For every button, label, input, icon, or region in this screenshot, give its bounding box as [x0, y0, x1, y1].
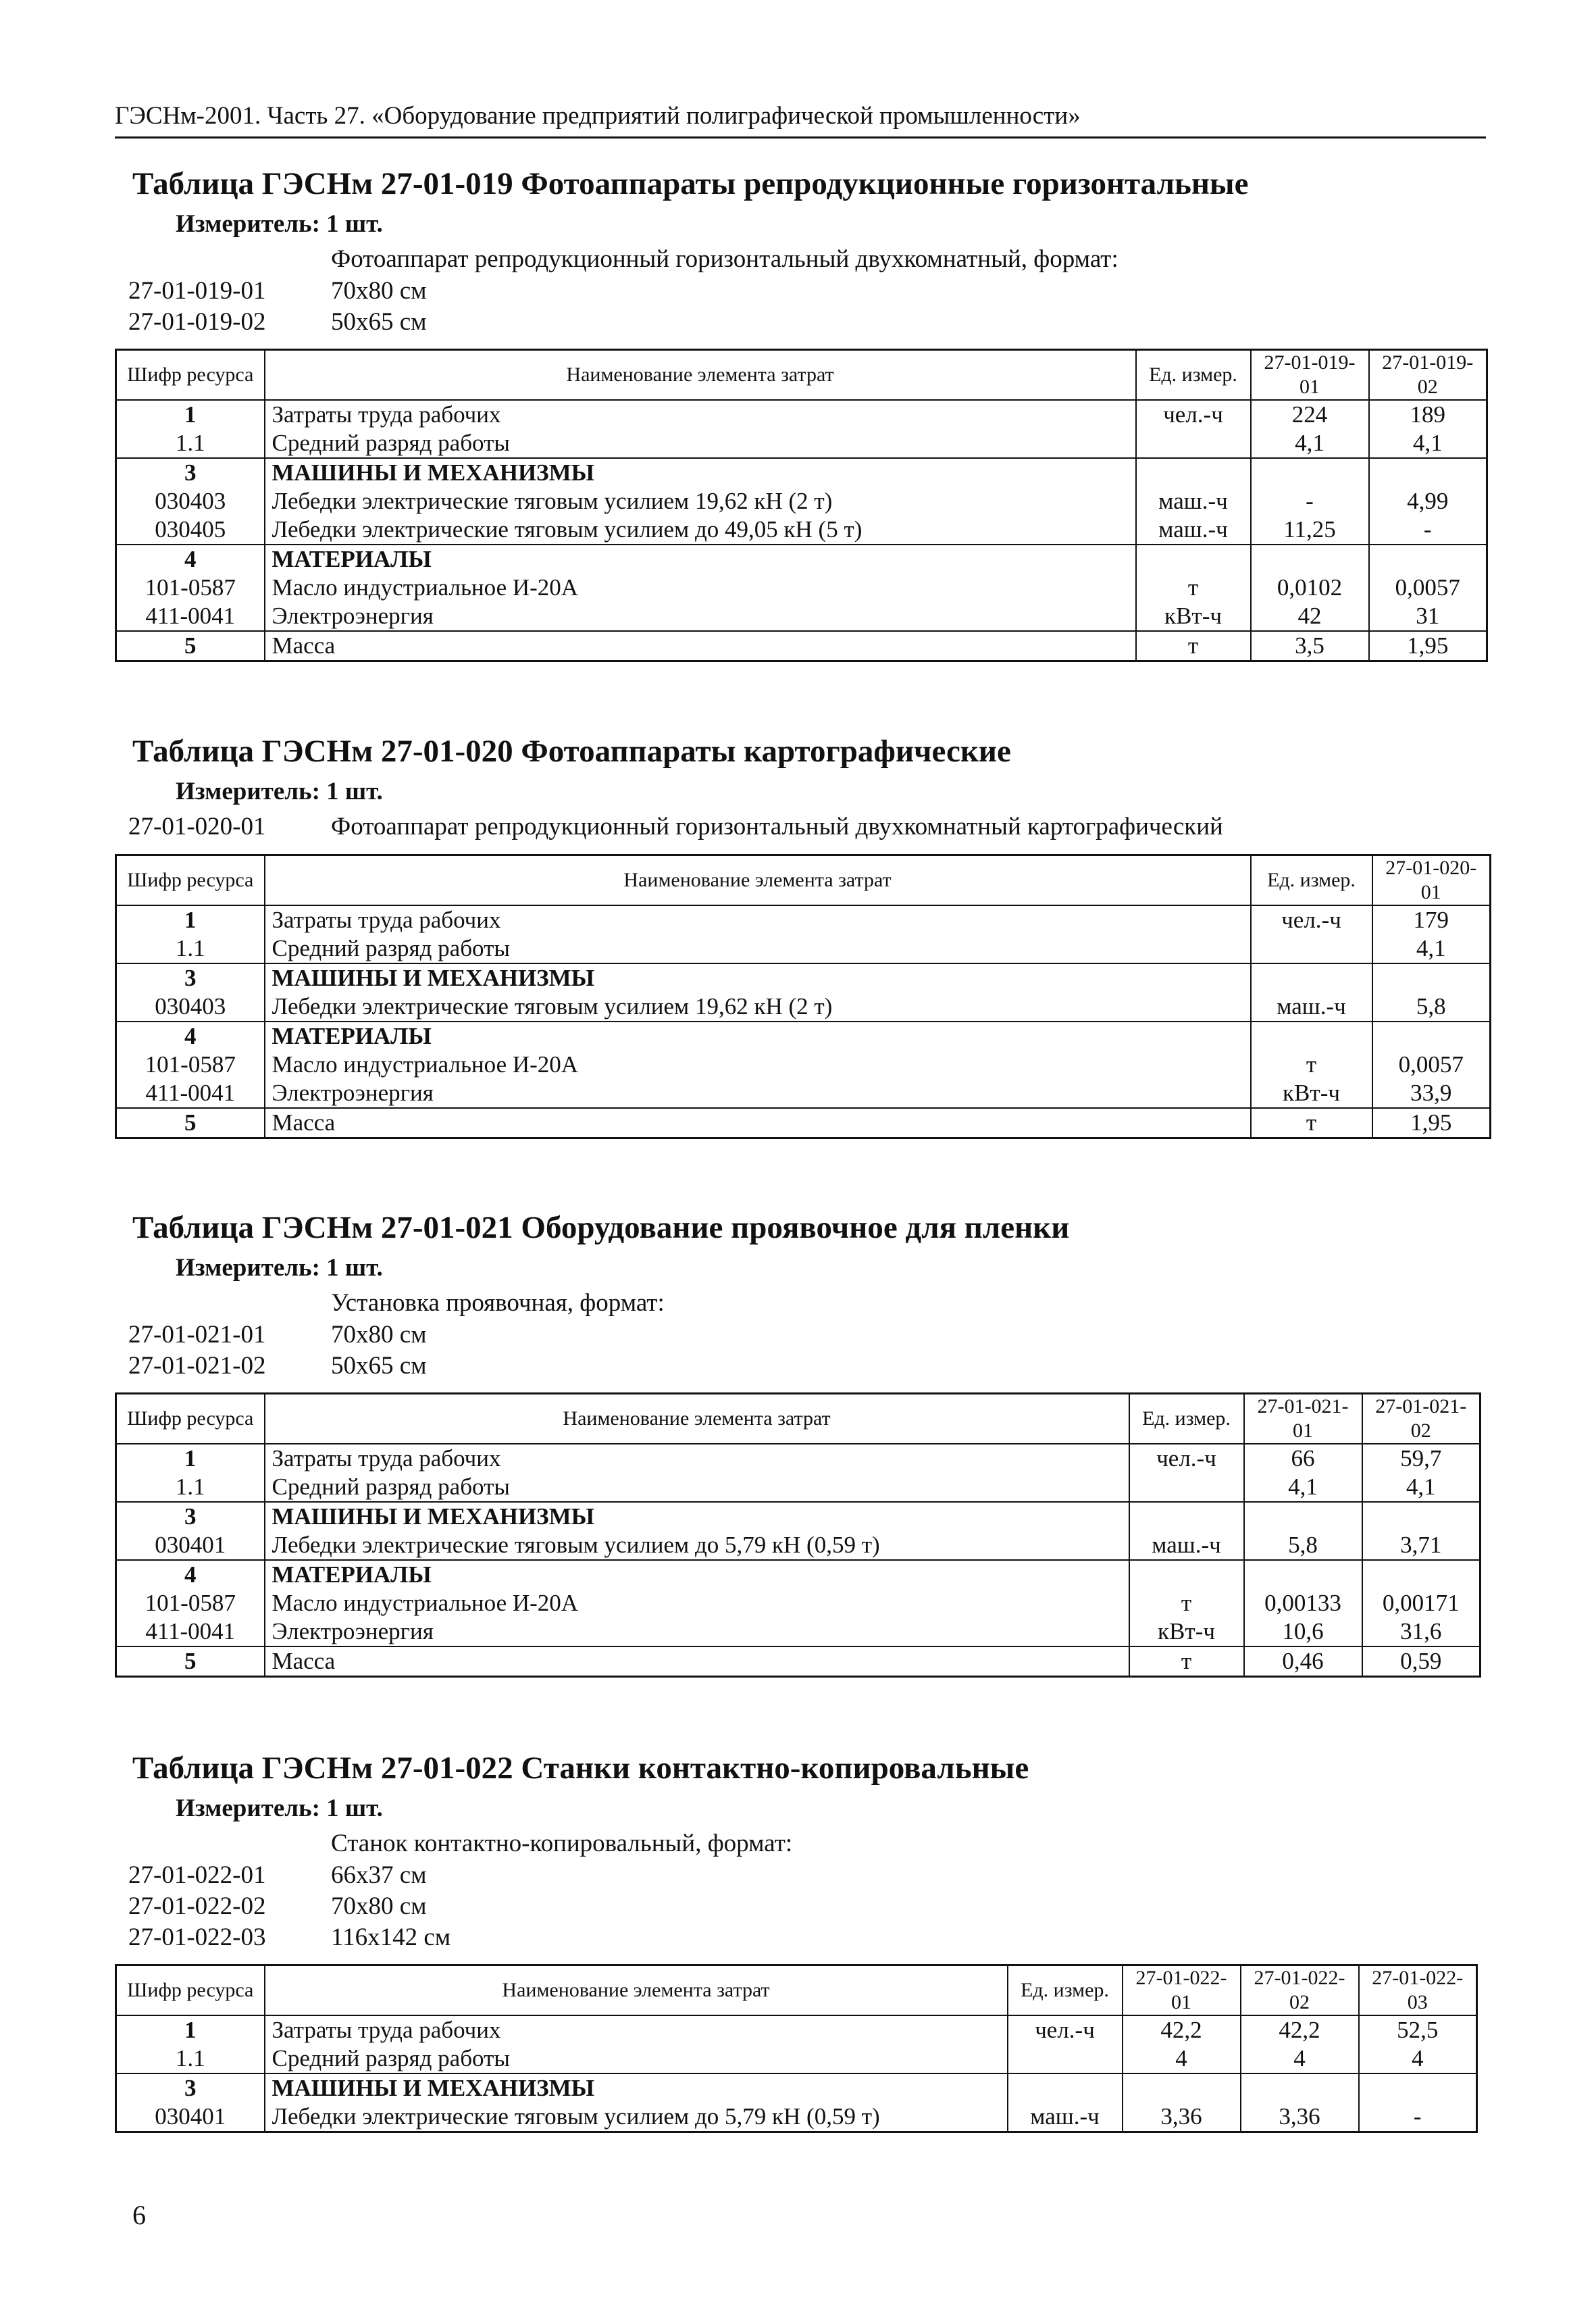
cost-element-name: МАШИНЫ И МЕХАНИЗМЫ	[265, 2073, 1008, 2103]
header-name: Наименование элемента затрат	[265, 350, 1136, 401]
table-row	[116, 631, 1487, 661]
table-row	[116, 2015, 1477, 2044]
resource-code: 1.1	[116, 429, 265, 458]
cost-value: 4,99	[1369, 487, 1487, 515]
unit-of-measure: кВт-ч	[1251, 1079, 1372, 1108]
cost-value: -	[1359, 2103, 1477, 2132]
cost-value: 0,00171	[1362, 1589, 1481, 1617]
cost-element-name: Электроэнергия	[265, 1079, 1251, 1108]
resource-code: 4	[116, 1022, 265, 1051]
header-column-code: 27-01-020-01	[1372, 855, 1491, 905]
measure-unit: Измеритель: 1 шт.	[176, 1794, 383, 1823]
table-row	[116, 515, 1487, 545]
table-row	[116, 1617, 1481, 1646]
cost-value	[1359, 2073, 1477, 2103]
cost-value: 42	[1251, 602, 1369, 631]
unit-of-measure: маш.-ч	[1129, 1531, 1244, 1560]
table-row	[116, 1531, 1481, 1560]
cost-element-name: МАТЕРИАЛЫ	[265, 545, 1136, 574]
page-number: 6	[132, 2200, 146, 2230]
table-row	[116, 487, 1487, 515]
header-name: Наименование элемента затрат	[265, 1394, 1129, 1444]
header-unit: Ед. измер.	[1136, 350, 1251, 401]
cost-value	[1372, 1022, 1491, 1051]
format-item	[115, 1351, 1493, 1382]
unit-of-measure	[1136, 545, 1251, 574]
table-row	[116, 992, 1491, 1022]
cost-value	[1244, 1502, 1362, 1531]
cost-value: 0,46	[1244, 1646, 1362, 1677]
header-code: Шифр ресурса	[116, 855, 265, 905]
resource-code: 101-0587	[116, 1051, 265, 1079]
unit-of-measure: т	[1129, 1646, 1244, 1677]
cost-element-name: Затраты труда рабочих	[265, 1444, 1129, 1473]
table-row	[116, 1502, 1481, 1531]
cost-value: 1,95	[1372, 1108, 1491, 1138]
cost-value: 4,1	[1251, 429, 1369, 458]
table-section	[115, 1750, 1493, 2133]
cost-element-name: Затраты труда рабочих	[265, 400, 1136, 429]
cost-value: 11,25	[1251, 515, 1369, 545]
header-name: Наименование элемента затрат	[265, 855, 1251, 905]
cost-element-name: Затраты труда рабочих	[265, 2015, 1008, 2044]
format-heading: Фотоаппарат репродукционный горизонтальный двухкомнатный, формат:	[331, 245, 1118, 274]
resource-code: 101-0587	[116, 574, 265, 602]
cost-value: 5,8	[1244, 1531, 1362, 1560]
cost-element-name: Масса	[265, 631, 1136, 661]
table-row	[116, 934, 1491, 963]
cost-value: 3,36	[1241, 2103, 1359, 2132]
format-item-text: 70х80 см	[331, 276, 427, 305]
header-row	[116, 855, 1491, 905]
cost-element-name: Лебедки электрические тяговым усилием 19,62 кН (2 т)	[265, 992, 1251, 1022]
header-column-code: 27-01-019-01	[1251, 350, 1369, 401]
resource-code: 1.1	[116, 1473, 265, 1502]
cost-value: 1,95	[1369, 631, 1487, 661]
table-row	[116, 1444, 1481, 1473]
cost-element-name: Лебедки электрические тяговым усилием до 5,79 кН (0,59 т)	[265, 2103, 1008, 2132]
cost-value: 189	[1369, 400, 1487, 429]
table-title: Таблица ГЭСНм 27-01-021 Оборудование проявочное для пленки	[132, 1210, 1070, 1245]
header-code: Шифр ресурса	[116, 350, 265, 401]
resource-code: 3	[116, 1502, 265, 1531]
format-item-text: 66х37 см	[331, 1861, 427, 1889]
table-title: Таблица ГЭСНм 27-01-020 Фотоаппараты картографические	[132, 734, 1011, 769]
unit-of-measure: чел.-ч	[1136, 400, 1251, 429]
cost-value: 52,5	[1359, 2015, 1477, 2044]
header-column-code: 27-01-021-01	[1244, 1394, 1362, 1444]
format-item-code: 27-01-019-02	[128, 307, 266, 336]
cost-element-name: Электроэнергия	[265, 602, 1136, 631]
format-item-text: 50х65 см	[331, 1351, 427, 1380]
resource-code: 1	[116, 1444, 265, 1473]
header-unit: Ед. измер.	[1008, 1965, 1123, 2016]
header-unit: Ед. измер.	[1129, 1394, 1244, 1444]
cost-value	[1362, 1502, 1481, 1531]
table-row	[116, 1589, 1481, 1617]
header-name: Наименование элемента затрат	[265, 1965, 1008, 2016]
cost-value: 179	[1372, 905, 1491, 934]
header-row	[116, 1394, 1481, 1444]
format-item-code: 27-01-019-01	[128, 276, 266, 305]
format-item-code: 27-01-021-01	[128, 1320, 266, 1349]
cost-value: 4,1	[1362, 1473, 1481, 1502]
unit-of-measure	[1251, 963, 1372, 992]
cost-value: 42,2	[1123, 2015, 1241, 2044]
measure-unit: Измеритель: 1 шт.	[176, 210, 383, 238]
format-item-code: 27-01-022-01	[128, 1861, 266, 1889]
cost-value: 4	[1123, 2044, 1241, 2073]
cost-element-name: Масло индустриальное И-20А	[265, 1589, 1129, 1617]
format-item	[115, 276, 1493, 307]
cost-value: 10,6	[1244, 1617, 1362, 1646]
table-row	[116, 963, 1491, 992]
cost-element-name: Масло индустриальное И-20А	[265, 574, 1136, 602]
cost-value	[1123, 2073, 1241, 2103]
cost-value: -	[1369, 515, 1487, 545]
header-column-code: 27-01-022-02	[1241, 1965, 1359, 2016]
cost-value: 0,00133	[1244, 1589, 1362, 1617]
header-row	[116, 1965, 1477, 2016]
format-item	[115, 1860, 1493, 1891]
unit-of-measure: т	[1136, 631, 1251, 661]
cost-element-name: Средний разряд работы	[265, 934, 1251, 963]
cost-value	[1372, 963, 1491, 992]
unit-of-measure	[1129, 1560, 1244, 1589]
unit-of-measure: т	[1129, 1589, 1244, 1617]
unit-of-measure: кВт-ч	[1129, 1617, 1244, 1646]
cost-element-name: Масса	[265, 1646, 1129, 1677]
unit-of-measure	[1251, 1022, 1372, 1051]
cost-element-name: Затраты труда рабочих	[265, 905, 1251, 934]
cost-value: 224	[1251, 400, 1369, 429]
cost-element-name: Электроэнергия	[265, 1617, 1129, 1646]
cost-value	[1362, 1560, 1481, 1589]
cost-element-name: МАТЕРИАЛЫ	[265, 1560, 1129, 1589]
header-unit: Ед. измер.	[1251, 855, 1372, 905]
unit-of-measure	[1008, 2044, 1123, 2073]
resource-code: 5	[116, 631, 265, 661]
resource-code: 1	[116, 2015, 265, 2044]
unit-of-measure: чел.-ч	[1129, 1444, 1244, 1473]
cost-value	[1241, 2073, 1359, 2103]
format-item-text: Фотоаппарат репродукционный горизонтальный двухкомнатный картографический	[331, 813, 1223, 841]
resource-code: 4	[116, 1560, 265, 1589]
table-row	[116, 2103, 1477, 2132]
resource-code: 1	[116, 400, 265, 429]
format-item-code: 27-01-021-02	[128, 1351, 266, 1380]
format-heading: Установка проявочная, формат:	[331, 1289, 665, 1317]
cost-value: 4,1	[1369, 429, 1487, 458]
table-row	[116, 602, 1487, 631]
header-column-code: 27-01-022-01	[1123, 1965, 1241, 2016]
table-row	[116, 2073, 1477, 2103]
unit-of-measure	[1251, 934, 1372, 963]
unit-of-measure: маш.-ч	[1136, 515, 1251, 545]
cost-element-name: Масса	[265, 1108, 1251, 1138]
resource-code: 030401	[116, 2103, 265, 2132]
table-row	[116, 574, 1487, 602]
table-row	[116, 429, 1487, 458]
header-column-code: 27-01-019-02	[1369, 350, 1487, 401]
cost-value: 5,8	[1372, 992, 1491, 1022]
cost-value: 4,1	[1372, 934, 1491, 963]
cost-value	[1369, 458, 1487, 487]
header-code: Шифр ресурса	[116, 1394, 265, 1444]
measure-unit: Измеритель: 1 шт.	[176, 1254, 383, 1282]
resource-code: 4	[116, 545, 265, 574]
cost-value: 4	[1359, 2044, 1477, 2073]
header-row	[116, 350, 1487, 401]
resource-code: 101-0587	[116, 1589, 265, 1617]
format-item-code: 27-01-022-02	[128, 1892, 266, 1920]
resource-code: 1	[116, 905, 265, 934]
cost-value	[1244, 1560, 1362, 1589]
cost-value: 59,7	[1362, 1444, 1481, 1473]
resource-code: 030405	[116, 515, 265, 545]
unit-of-measure: чел.-ч	[1251, 905, 1372, 934]
header-column-code: 27-01-022-03	[1359, 1965, 1477, 2016]
table-row	[116, 1079, 1491, 1108]
format-item-code: 27-01-022-03	[128, 1923, 266, 1952]
unit-of-measure	[1136, 458, 1251, 487]
cost-element-name: МАШИНЫ И МЕХАНИЗМЫ	[265, 963, 1251, 992]
cost-value: 33,9	[1372, 1079, 1491, 1108]
cost-table	[115, 1392, 1481, 1678]
unit-of-measure: кВт-ч	[1136, 602, 1251, 631]
table-row	[116, 1022, 1491, 1051]
table-row	[116, 1646, 1481, 1677]
cost-element-name: МАШИНЫ И МЕХАНИЗМЫ	[265, 1502, 1129, 1531]
resource-code: 030403	[116, 487, 265, 515]
cost-value: -	[1251, 487, 1369, 515]
unit-of-measure	[1136, 429, 1251, 458]
resource-code: 411-0041	[116, 1617, 265, 1646]
cost-element-name: Средний разряд работы	[265, 429, 1136, 458]
format-item	[115, 811, 1493, 842]
unit-of-measure: чел.-ч	[1008, 2015, 1123, 2044]
cost-table	[115, 349, 1488, 662]
cost-value	[1251, 458, 1369, 487]
cost-value: 4	[1241, 2044, 1359, 2073]
table-row	[116, 1108, 1491, 1138]
measure-unit: Измеритель: 1 шт.	[176, 778, 383, 806]
cost-element-name: Лебедки электрические тяговым усилием до 5,79 кН (0,59 т)	[265, 1531, 1129, 1560]
cost-element-name: Лебедки электрические тяговым усилием до 49,05 кН (5 т)	[265, 515, 1136, 545]
resource-code: 3	[116, 963, 265, 992]
cost-element-name: Масло индустриальное И-20А	[265, 1051, 1251, 1079]
resource-code: 5	[116, 1646, 265, 1677]
cost-value	[1251, 545, 1369, 574]
unit-of-measure: т	[1251, 1051, 1372, 1079]
resource-code: 5	[116, 1108, 265, 1138]
cost-element-name: МАШИНЫ И МЕХАНИЗМЫ	[265, 458, 1136, 487]
cost-element-name: МАТЕРИАЛЫ	[265, 1022, 1251, 1051]
unit-of-measure: маш.-ч	[1251, 992, 1372, 1022]
unit-of-measure	[1129, 1473, 1244, 1502]
unit-of-measure: маш.-ч	[1008, 2103, 1123, 2132]
cost-value	[1369, 545, 1487, 574]
cost-table	[115, 1964, 1478, 2133]
table-row	[116, 2044, 1477, 2073]
running-header: ГЭСНм-2001. Часть 27. «Оборудование предприятий полиграфической промышленности»	[115, 101, 1486, 139]
table-section	[115, 1209, 1493, 1678]
table-row	[116, 905, 1491, 934]
format-heading: Станок контактно-копировальный, формат:	[331, 1830, 793, 1858]
table-row	[116, 545, 1487, 574]
format-item	[115, 1922, 1493, 1953]
header-code: Шифр ресурса	[116, 1965, 265, 2016]
table-row	[116, 400, 1487, 429]
cost-table	[115, 854, 1491, 1139]
resource-code: 1.1	[116, 2044, 265, 2073]
resource-code: 030403	[116, 992, 265, 1022]
cost-value: 31	[1369, 602, 1487, 631]
format-item-code: 27-01-020-01	[128, 813, 266, 841]
cost-value: 3,5	[1251, 631, 1369, 661]
resource-code: 1.1	[116, 934, 265, 963]
resource-code: 030401	[116, 1531, 265, 1560]
cost-value: 31,6	[1362, 1617, 1481, 1646]
table-section	[115, 166, 1493, 662]
resource-code: 411-0041	[116, 602, 265, 631]
cost-value: 4,1	[1244, 1473, 1362, 1502]
cost-value: 0,59	[1362, 1646, 1481, 1677]
resource-code: 3	[116, 458, 265, 487]
format-item	[115, 1891, 1493, 1922]
cost-value: 42,2	[1241, 2015, 1359, 2044]
format-item-text: 70х80 см	[331, 1892, 427, 1920]
unit-of-measure: маш.-ч	[1136, 487, 1251, 515]
table-row	[116, 1051, 1491, 1079]
resource-code: 411-0041	[116, 1079, 265, 1108]
cost-value: 0,0102	[1251, 574, 1369, 602]
cost-element-name: Средний разряд работы	[265, 1473, 1129, 1502]
unit-of-measure: т	[1251, 1108, 1372, 1138]
table-title: Таблица ГЭСНм 27-01-019 Фотоаппараты репродукционные горизонтальные	[132, 166, 1249, 201]
table-row	[116, 458, 1487, 487]
cost-element-name: Лебедки электрические тяговым усилием 19,62 кН (2 т)	[265, 487, 1136, 515]
table-section	[115, 733, 1493, 1139]
cost-value: 66	[1244, 1444, 1362, 1473]
format-item	[115, 307, 1493, 338]
header-column-code: 27-01-021-02	[1362, 1394, 1481, 1444]
cost-value: 0,0057	[1372, 1051, 1491, 1079]
format-item	[115, 1319, 1493, 1351]
format-item-text: 50х65 см	[331, 307, 427, 336]
cost-value: 3,71	[1362, 1531, 1481, 1560]
table-title: Таблица ГЭСНм 27-01-022 Станки контактно-копировальные	[132, 1751, 1029, 1786]
format-item-text: 70х80 см	[331, 1320, 427, 1349]
unit-of-measure: т	[1136, 574, 1251, 602]
cost-value: 0,0057	[1369, 574, 1487, 602]
unit-of-measure	[1129, 1502, 1244, 1531]
resource-code: 3	[116, 2073, 265, 2103]
format-item-text: 116х142 см	[331, 1923, 451, 1952]
cost-element-name: Средний разряд работы	[265, 2044, 1008, 2073]
table-row	[116, 1560, 1481, 1589]
unit-of-measure	[1008, 2073, 1123, 2103]
table-row	[116, 1473, 1481, 1502]
cost-value: 3,36	[1123, 2103, 1241, 2132]
